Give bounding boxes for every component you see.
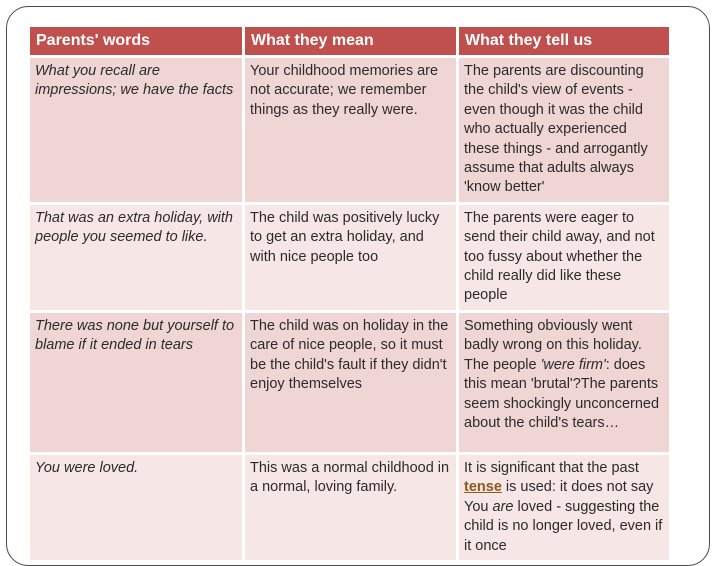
interpretation-text: is used: it does not say You	[464, 479, 654, 515]
meaning-cell: This was a normal childhood in a normal, loving family.	[245, 455, 456, 560]
meaning-cell: The child was positively lucky to get an extra holiday, and with nice people too	[245, 205, 456, 310]
interpretation-cell	[459, 455, 669, 560]
comparison-table	[27, 24, 672, 563]
table-header-row	[30, 27, 669, 55]
interpretation-cell: The parents were eager to send their child away, and not too fussy about whether the child really did like these people	[459, 205, 669, 310]
header-what-they-tell-us: What they tell us	[459, 27, 669, 55]
interpretation-text: Something obviously went badly wrong on this holiday. The people	[464, 317, 642, 373]
parents-words-cell: What you recall are impressions; we have the facts	[30, 58, 242, 202]
meaning-cell: Your childhood memories are not accurate; we remember things as they really were.	[245, 58, 456, 202]
interpretation-cell: The parents are discounting the child's view of events - even though it was the child who actually experienced these things - and arrogantly assume that adults always 'know better'	[459, 58, 669, 202]
parents-words-cell: That was an extra holiday, with people you seemed to like.	[30, 205, 242, 310]
meaning-cell: The child was on holiday in the care of nice people, so it must be the child's fault if they didn't enjoy themselves	[245, 313, 456, 452]
table-row	[30, 313, 669, 452]
interpretation-cell	[459, 313, 669, 452]
header-parents-words: Parents' words	[30, 27, 242, 55]
tense-link[interactable]: tense	[464, 479, 502, 496]
interpretation-text: It is significant that the past	[464, 459, 639, 476]
quoted-phrase: 'were firm'	[540, 356, 606, 373]
header-what-they-mean: What they mean	[245, 27, 456, 55]
interpretation-text: loved - suggesting the child is no longer loved, even if it once	[464, 498, 663, 554]
emphasized-word: are	[492, 498, 514, 515]
parents-words-cell: There was none but yourself to blame if it ended in tears	[30, 313, 242, 452]
parents-words-cell: You were loved.	[30, 455, 242, 560]
interpretation-text: : does this mean 'brutal'?The parents seem shockingly unconcerned about the child's tears…	[464, 356, 660, 431]
table-row	[30, 455, 669, 560]
table-row	[30, 205, 669, 310]
table-row	[30, 58, 669, 202]
